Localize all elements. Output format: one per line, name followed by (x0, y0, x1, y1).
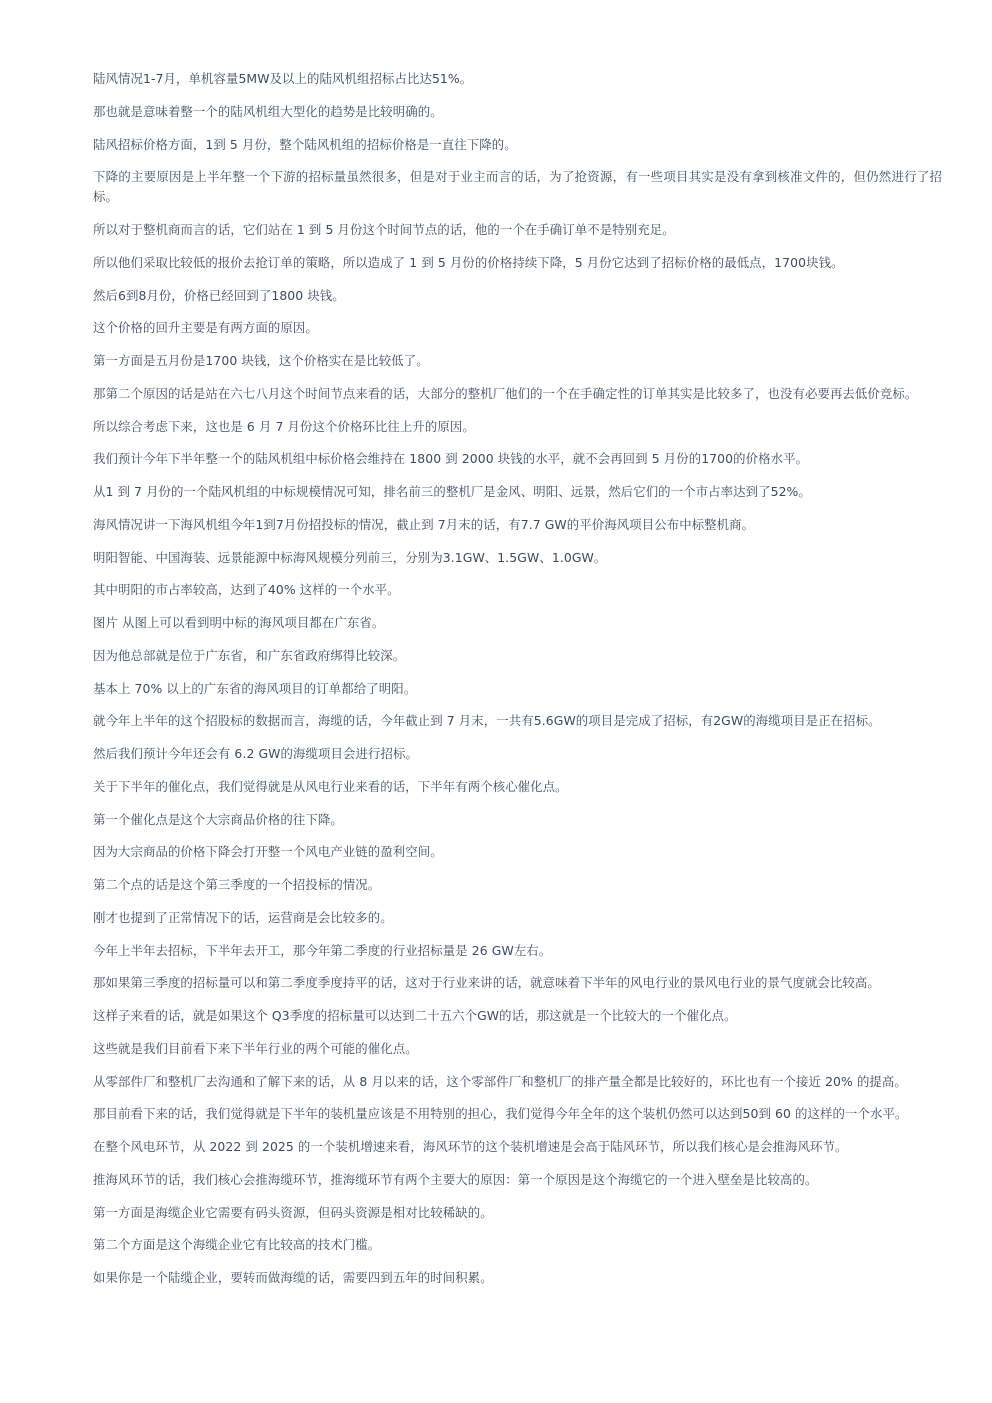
paragraph-20: 就今年上半年的这个招股标的数据而言，海缆的话，今年截止到 7 月末，一共有5.6GW的项目是完成了招标，有2GW的海缆项目是正在招标。 (93, 713, 881, 729)
paragraph-18: 因为他总部就是位于广东省，和广东省政府绑得比较深。 (93, 647, 406, 663)
paragraph-16: 其中明阳的市占率较高，达到了40% 这样的一个水平。 (93, 582, 400, 598)
paragraph-30: 这些就是我们目前看下来下半年行业的两个可能的催化点。 (93, 1040, 418, 1056)
paragraph-26: 刚才也提到了正常情况下的话，运营商是会比较多的。 (93, 909, 393, 925)
paragraph-2: 那也就是意味着整一个的陆风机组大型化的趋势是比较明确的。 (93, 103, 443, 119)
paragraph-33: 在整个风电环节，从 2022 到 2025 的一个装机增速来看，海风环节的这个装机增速是会高于陆风环节，所以我们核心是会推海风环节。 (93, 1139, 848, 1154)
paragraph-11: 所以综合考虑下来，这也是 6 月 7 月份这个价格环比往上升的原因。 (93, 418, 475, 434)
paragraph-8: 这个价格的回升主要是有两方面的原因。 (93, 320, 318, 336)
paragraph-10: 那第二个原因的话是站在六七八月这个时间节点来看的话，大部分的整机厂他们的一个在手确定性的订单其实是比较多了，也没有必要再去低价竞标。 (93, 385, 918, 401)
paragraph-32: 那目前看下来的话，我们觉得就是下半年的装机量应该是不用特别的担心，我们觉得今年全年的这个装机仍然可以达到50到 60 的这样的一个水平。 (93, 1106, 908, 1122)
paragraph-31: 从零部件厂和整机厂去沟通和了解下来的话，从 8 月以来的话，这个零部件厂和整机厂的排产量全都是比较好的，环比也有一个接近 20% 的提高。 (93, 1073, 907, 1089)
paragraph-13: 从1 到 7 月份的一个陆风机组的中标规模情况可知，排名前三的整机厂是金风、明阳、远景，然后它们的一个市占率达到了52%。 (93, 484, 811, 499)
paragraph-21: 然后我们预计今年还会有 6.2 GW的海缆项目会进行招标。 (93, 746, 418, 761)
paragraph-15: 明阳智能、中国海装、远景能源中标海风规模分列前三，分别为3.1GW、1.5GW、1.0GW。 (93, 549, 607, 565)
paragraph-37: 如果你是一个陆缆企业，要转而做海缆的话，需要四到五年的时间积累。 (93, 1270, 493, 1285)
paragraph-5: 所以对于整机商而言的话，它们站在 1 到 5 月份这个时间节点的话，他的一个在手确订单不是特别充足。 (93, 222, 675, 237)
paragraph-25: 第二个点的话是这个第三季度的一个招投标的情况。 (93, 877, 381, 892)
paragraph-9: 第一方面是五月份是1700 块钱，这个价格实在是比较低了。 (93, 353, 429, 368)
paragraph-7: 然后6到8月份，价格已经回到了1800 块钱。 (93, 287, 345, 303)
paragraph-3: 陆风招标价格方面，1到 5 月份，整个陆风机组的招标价格是一直往下降的。 (93, 136, 517, 152)
paragraph-6: 所以他们采取比较低的报价去抢订单的策略，所以造成了 1 到 5 月份的价格持续下降，5 月份它达到了招标价格的最低点，1700块钱。 (93, 254, 844, 270)
paragraph-17: 图片 从图上可以看到明中标的海风项目都在广东省。 (93, 615, 385, 630)
paragraph-27: 今年上半年去招标，下半年去开工，那今年第二季度的行业招标量是 26 GW左右。 (93, 942, 552, 958)
paragraph-19: 基本上 70% 以上的广东省的海风项目的订单都给了明阳。 (93, 680, 417, 696)
paragraph-4: 下降的主要原因是上半年整一个下游的招标量虽然很多，但是对于业主而言的话，为了抢资源，有一些项目其实是没有拿到核准文件的，但仍然进行了招标。 (93, 169, 942, 205)
paragraph-28: 那如果第三季度的招标量可以和第二季度季度持平的话，这对于行业来讲的话，就意味着下半年的风电行业的景风电行业的景气度就会比较高。 (93, 975, 880, 991)
paragraph-12: 我们预计今年下半年整一个的陆风机组中标价格会维持在 1800 到 2000 块钱的水平，就不会再回到 5 月份的1700的价格水平。 (93, 451, 809, 467)
paragraph-1: 陆风情况1-7月，单机容量5MW及以上的陆风机组招标占比达51%。 (93, 71, 473, 86)
paragraph-24: 因为大宗商品的价格下降会打开整一个风电产业链的盈利空间。 (93, 844, 443, 860)
paragraph-34: 推海风环节的话，我们核心会推海缆环节，推海缆环节有两个主要大的原因：第一个原因是这个海缆它的一个进入壁垒是比较高的。 (93, 1171, 818, 1187)
paragraph-36: 第二个方面是这个海缆企业它有比较高的技术门槛。 (93, 1237, 381, 1253)
paragraph-22: 关于下半年的催化点，我们觉得就是从风电行业来看的话，下半年有两个核心催化点。 (93, 778, 568, 794)
paragraph-35: 第一方面是海缆企业它需要有码头资源，但码头资源是相对比较稀缺的。 (93, 1204, 493, 1220)
paragraph-23: 第一个催化点是这个大宗商品价格的往下降。 (93, 811, 343, 827)
paragraph-29: 这样子来看的话，就是如果这个 Q3季度的招标量可以达到二十五六个GW的话，那这就是一个比较大的一个催化点。 (93, 1008, 737, 1023)
paragraph-14: 海风情况讲一下海风机组今年1到7月份招投标的情况，截止到 7月末的话，有7.7 GW的平价海风项目公布中标整机商。 (93, 516, 755, 532)
